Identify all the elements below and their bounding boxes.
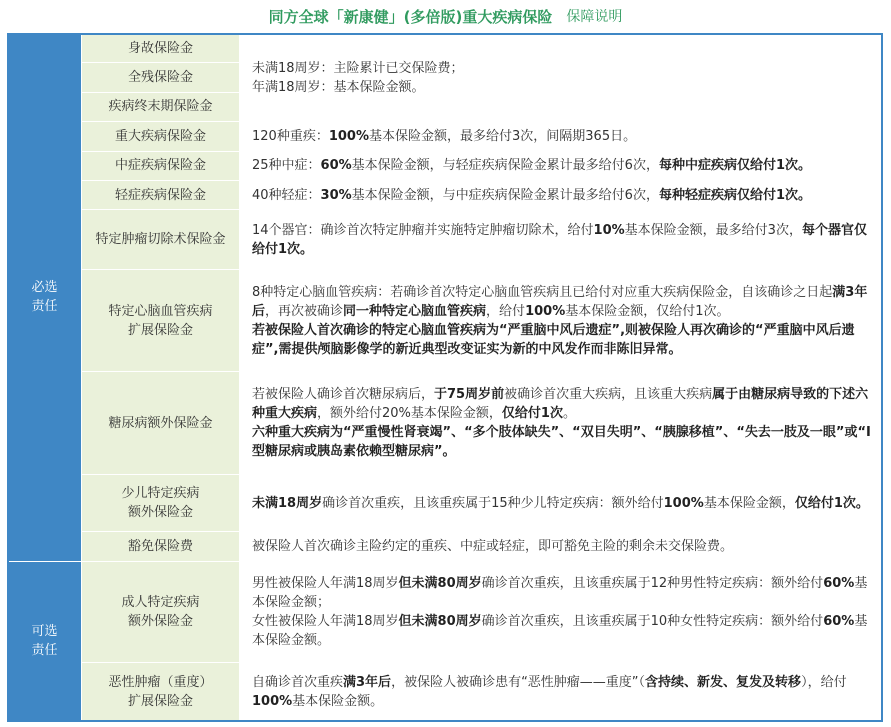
desc-bold: 六种重大疾病为“严重慢性肾衰竭”、“多个肢体缺失”、“双目失明”、“胰腺移植”、“失去一肢及一眼”或“I型糖尿病或胰岛素依赖型糖尿病”。 <box>252 425 871 460</box>
desc-bold: 每个器官仅给付1次。 <box>252 222 867 257</box>
benefit-name-tumor: 特定肿瘤切除术保险金 <box>82 210 240 270</box>
desc-text: 基本保险金额。 <box>292 694 384 710</box>
name-line: 扩展保险金 <box>127 322 193 338</box>
table-row <box>8 270 883 372</box>
desc-text: ，给付 <box>486 303 526 319</box>
desc-bold: 未满18周岁 <box>252 495 323 511</box>
desc-bold: 含持续、新发、复发及转移 <box>645 675 802 691</box>
desc-text: 40种轻症： <box>252 187 321 203</box>
name-line: 额外保险金 <box>127 613 193 629</box>
benefit-name-adult <box>82 561 240 662</box>
desc-bold: 每种轻症疾病仅给付1次。 <box>658 187 811 203</box>
category-optional: 可选 责任 <box>8 561 82 721</box>
desc-text: 14个器官：确诊首次特定肿瘤并实施特定肿瘤切除术，给付 <box>252 222 594 238</box>
benefit-desc-waiver <box>240 532 883 561</box>
page-title: 同方全球「新康健」(多倍版)重大疾病保险 <box>268 7 553 26</box>
category-required: 必选 责任 <box>8 34 82 562</box>
benefit-desc-cardio <box>240 270 883 372</box>
desc-text: 自确诊首次重疾 <box>252 675 344 691</box>
table-row <box>8 474 883 532</box>
benefit-desc-malignant <box>240 663 883 722</box>
desc-text: 确诊首次重疾，且该重疾属于15种少儿特定疾病：额外给付 <box>322 495 664 511</box>
benefit-desc-tumor <box>240 210 883 270</box>
benefit-desc-diabetes <box>240 372 883 474</box>
desc-bold: 30% <box>320 187 352 203</box>
benefit-name-terminal: 疾病终末期保险金 <box>82 92 240 121</box>
desc-text: ，额外给付20%基本保险金额， <box>317 406 502 422</box>
desc-text: 基本保险金额，与中症疾病保险金累计最多给付6次， <box>351 187 659 203</box>
benefit-desc-mild <box>240 180 883 209</box>
desc-bold: 若被保险人首次确诊的特定心脑血管疾病为“严重脑中风后遗症”,则被保险人再次确诊的“严重脑中风后遗症”,需提供颅脑影像学的新近典型改变证实为新的中风发作而非陈旧异常。 <box>252 322 855 357</box>
desc-text: 基本保险金额，最多给付3次，间隔期365日。 <box>369 128 637 144</box>
desc-text: 若被保险人确诊首次糖尿病后， <box>252 387 435 403</box>
desc-text: 基本保险金额，与轻症疾病保险金累计最多给付6次， <box>351 158 659 174</box>
desc-text: 基本保险金额， <box>703 495 795 511</box>
table-row <box>8 663 883 722</box>
desc-bold: 60% <box>823 575 855 591</box>
desc-bold: 100% <box>328 128 369 144</box>
desc-bold: 仅给付1次。 <box>794 495 869 511</box>
desc-text: 。 <box>562 406 576 422</box>
desc-text: 确诊首次重疾，且该重疾属于10种女性特定疾病：额外给付 <box>481 613 824 629</box>
desc-text: 120种重疾： <box>252 128 329 144</box>
benefit-desc-death-group <box>240 34 883 122</box>
desc-bold: 但未满80周岁 <box>398 613 482 629</box>
desc-bold: 于75周岁前 <box>434 387 505 403</box>
benefit-name-malignant <box>82 663 240 722</box>
desc-text: 基本保险金额； <box>252 575 868 610</box>
desc-bold: 60% <box>823 613 855 629</box>
table-row <box>8 210 883 270</box>
desc-bold: 100% <box>525 303 566 319</box>
desc-bold: 100% <box>663 495 704 511</box>
desc-text: 被确诊首次重大疾病，且该重大疾病 <box>504 387 713 403</box>
desc-bold: 满3年后 <box>252 284 868 319</box>
table-row <box>8 180 883 209</box>
benefit-name-death: 身故保险金 <box>82 34 240 63</box>
desc-bold: 60% <box>320 158 352 174</box>
table-row <box>8 34 883 63</box>
benefit-name-diabetes: 糖尿病额外保险金 <box>82 372 240 474</box>
desc-text: 基本保险金额，最多给付3次， <box>624 222 802 238</box>
desc-text: 女性被保险人年满18周岁 <box>252 613 399 629</box>
benefit-name-child <box>82 474 240 532</box>
desc-text: 被保险人首次确诊主险约定的重疾、中症或轻症，即可豁免主险的剩余未交保险费。 <box>252 539 734 555</box>
desc-line: 年满18周岁：基本保险金额。 <box>252 79 425 95</box>
name-line: 特定心脑血管疾病 <box>108 303 213 319</box>
desc-text: 基本保险金额。 <box>252 613 868 648</box>
desc-bold: 属于由糖尿病导致的下述六种重大疾病 <box>252 387 869 422</box>
benefit-name-mild: 轻症疾病保险金 <box>82 180 240 209</box>
desc-bold: 同一种特定心脑血管疾病 <box>343 303 487 319</box>
table-row <box>8 151 883 180</box>
table-row <box>8 532 883 561</box>
desc-bold: 仅给付1次 <box>501 406 563 422</box>
benefit-desc-moderate <box>240 151 883 180</box>
table-row <box>8 122 883 151</box>
name-line: 扩展保险金 <box>127 694 193 710</box>
desc-text: 男性被保险人年满18周岁 <box>252 575 399 591</box>
benefits-table <box>7 33 883 722</box>
desc-bold: 10% <box>593 222 625 238</box>
name-line: 少儿特定疾病 <box>121 486 200 502</box>
desc-bold: 100% <box>252 694 293 710</box>
name-line: 额外保险金 <box>127 505 193 521</box>
benefit-name-cardio <box>82 270 240 372</box>
name-line: 恶性肿瘤（重度） <box>108 675 213 691</box>
benefit-name-waiver: 豁免保险费 <box>82 532 240 561</box>
desc-text: ，再次被确诊 <box>265 303 344 319</box>
benefit-name-moderate: 中症疾病保险金 <box>82 151 240 180</box>
benefit-name-critical: 重大疾病保险金 <box>82 122 240 151</box>
table-row <box>8 372 883 474</box>
benefit-desc-child <box>240 474 883 532</box>
desc-bold: 但未满80周岁 <box>398 575 482 591</box>
desc-bold: 每种中症疾病仅给付1次。 <box>658 158 811 174</box>
name-line: 成人特定疾病 <box>121 594 200 610</box>
desc-text: 基本保险金额，仅给付1次。 <box>565 303 730 319</box>
desc-text: ，被保险人被确诊患有“恶性肿瘤——重度”（ <box>391 675 646 691</box>
desc-text: 25种中症： <box>252 158 321 174</box>
desc-bold: 满3年后 <box>343 675 392 691</box>
desc-text: 8种特定心脑血管疾病：若确诊首次特定心脑血管疾病且已给付对应重大疾病保险金，自该确诊之日起 <box>252 284 833 300</box>
benefit-name-disability: 全残保险金 <box>82 63 240 92</box>
page-header <box>0 0 891 32</box>
table-row <box>8 561 883 662</box>
benefit-desc-adult <box>240 561 883 662</box>
benefit-desc-critical <box>240 122 883 151</box>
desc-text: 确诊首次重疾，且该重疾属于12种男性特定疾病：额外给付 <box>481 575 824 591</box>
page-subtitle: 保障说明 <box>566 9 623 25</box>
desc-text: ），给付 <box>801 675 847 691</box>
desc-line: 未满18周岁：主险累计已交保险费； <box>252 60 464 76</box>
